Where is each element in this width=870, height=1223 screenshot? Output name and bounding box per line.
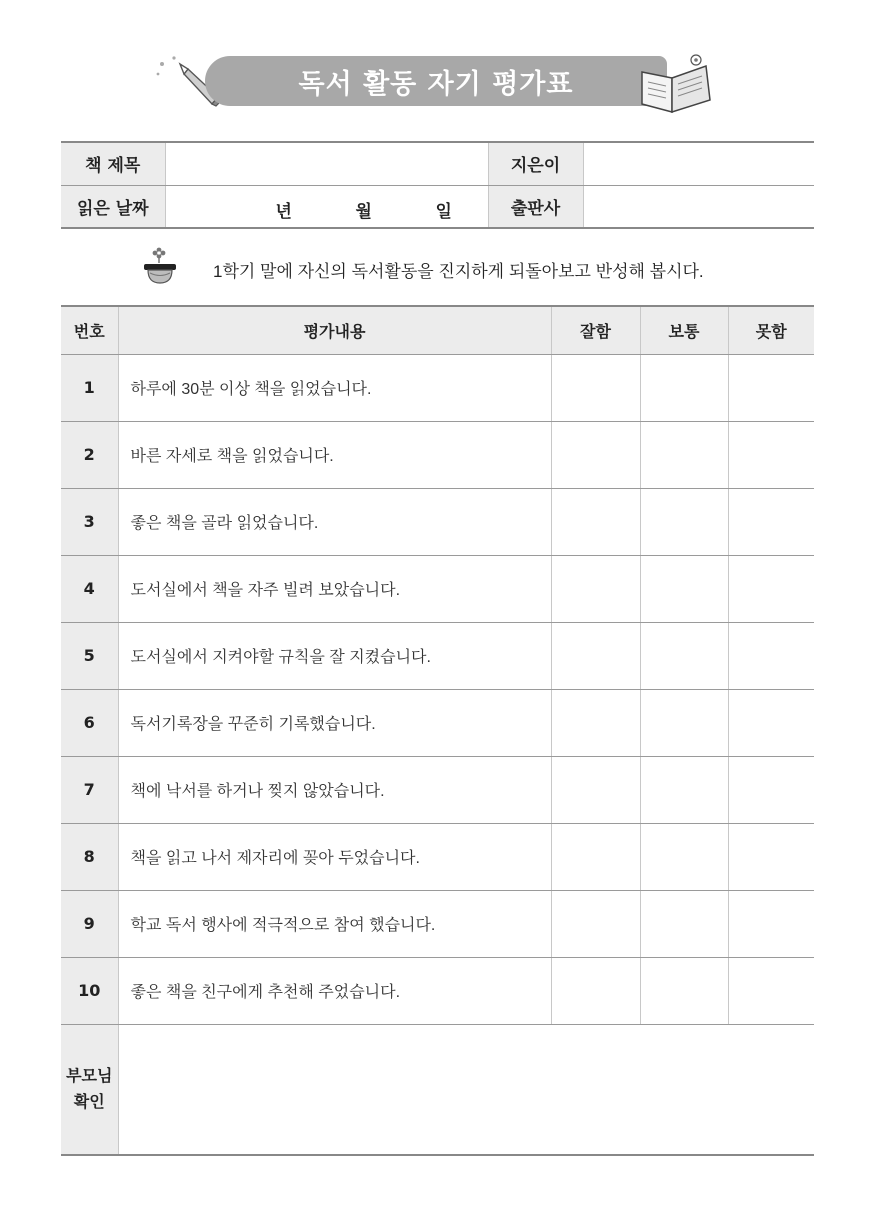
row-content: 독서기록장을 꾸준히 기록했습니다.	[118, 689, 551, 756]
checkbox-average[interactable]	[640, 756, 728, 823]
table-row	[61, 756, 814, 823]
checkbox-average[interactable]	[640, 823, 728, 890]
parent-label-line2: 확인	[73, 1092, 105, 1112]
month-label: 월	[355, 201, 372, 222]
table-row	[61, 421, 814, 488]
row-content: 좋은 책을 골라 읽었습니다.	[118, 488, 551, 555]
book-info-table	[61, 141, 814, 229]
row-content: 책에 낙서를 하거나 찢지 않았습니다.	[118, 756, 551, 823]
checkbox-good[interactable]	[551, 689, 640, 756]
checkbox-poor[interactable]	[728, 354, 814, 421]
day-label: 일	[435, 201, 452, 222]
checkbox-poor[interactable]	[728, 421, 814, 488]
checkbox-good[interactable]	[551, 421, 640, 488]
book-title-label: 책 제목	[61, 142, 165, 185]
row-number: 9	[61, 890, 118, 957]
table-row	[61, 622, 814, 689]
book-title-field[interactable]	[165, 142, 488, 185]
flower-pot-icon	[142, 247, 180, 287]
date-label: 읽은 날짜	[61, 185, 165, 228]
checkbox-good[interactable]	[551, 957, 640, 1024]
checkbox-poor[interactable]	[728, 488, 814, 555]
checkbox-average[interactable]	[640, 354, 728, 421]
header-content: 평가내용	[118, 306, 551, 354]
checkbox-good[interactable]	[551, 622, 640, 689]
author-label: 지은이	[488, 142, 583, 185]
row-content: 학교 독서 행사에 적극적으로 참여 했습니다.	[118, 890, 551, 957]
evaluation-table	[61, 305, 814, 1156]
row-number: 7	[61, 756, 118, 823]
table-row	[61, 354, 814, 421]
checkbox-average[interactable]	[640, 421, 728, 488]
checkbox-average[interactable]	[640, 890, 728, 957]
publisher-label: 출판사	[488, 185, 583, 228]
row-content: 하루에 30분 이상 책을 읽었습니다.	[118, 354, 551, 421]
header-number: 번호	[61, 306, 118, 354]
table-row	[61, 555, 814, 622]
checkbox-poor[interactable]	[728, 890, 814, 957]
page-title: 독서 활동 자기 평가표	[298, 68, 574, 100]
row-content: 책을 읽고 나서 제자리에 꽂아 두었습니다.	[118, 823, 551, 890]
checkbox-poor[interactable]	[728, 957, 814, 1024]
parent-confirm-label	[61, 1024, 118, 1155]
title-banner	[205, 56, 667, 106]
header-poor: 못함	[728, 306, 814, 354]
info-row-title	[61, 142, 814, 185]
row-number: 8	[61, 823, 118, 890]
checkbox-good[interactable]	[551, 488, 640, 555]
row-number: 10	[61, 957, 118, 1024]
row-number: 4	[61, 555, 118, 622]
row-content: 도서실에서 책을 자주 빌려 보았습니다.	[118, 555, 551, 622]
table-header-row	[61, 306, 814, 354]
parent-confirm-field[interactable]	[118, 1024, 814, 1155]
table-row	[61, 890, 814, 957]
checkbox-good[interactable]	[551, 890, 640, 957]
checkbox-good[interactable]	[551, 756, 640, 823]
row-number: 1	[61, 354, 118, 421]
table-row	[61, 957, 814, 1024]
checkbox-poor[interactable]	[728, 756, 814, 823]
checkbox-average[interactable]	[640, 488, 728, 555]
author-field[interactable]	[583, 142, 814, 185]
checkbox-poor[interactable]	[728, 622, 814, 689]
info-row-date	[61, 185, 814, 228]
row-number: 3	[61, 488, 118, 555]
date-field[interactable]	[165, 185, 488, 228]
header-good: 잘함	[551, 306, 640, 354]
instruction-text: 1학기 말에 자신의 독서활동을 진지하게 되돌아보고 반성해 봅시다.	[213, 262, 704, 281]
checkbox-average[interactable]	[640, 555, 728, 622]
table-row	[61, 823, 814, 890]
checkbox-average[interactable]	[640, 622, 728, 689]
year-label: 년	[275, 201, 292, 222]
checkbox-good[interactable]	[551, 555, 640, 622]
row-number: 2	[61, 421, 118, 488]
parent-confirm-row	[61, 1024, 814, 1155]
checkbox-poor[interactable]	[728, 823, 814, 890]
checkbox-average[interactable]	[640, 957, 728, 1024]
header-average: 보통	[640, 306, 728, 354]
open-book-icon	[636, 52, 714, 114]
row-content: 좋은 책을 친구에게 추천해 주었습니다.	[118, 957, 551, 1024]
publisher-field[interactable]	[583, 185, 814, 228]
checkbox-good[interactable]	[551, 354, 640, 421]
row-number: 6	[61, 689, 118, 756]
parent-label-line1: 부모님	[66, 1066, 113, 1086]
row-content: 바른 자세로 책을 읽었습니다.	[118, 421, 551, 488]
row-content: 도서실에서 지켜야할 규칙을 잘 지켰습니다.	[118, 622, 551, 689]
row-number: 5	[61, 622, 118, 689]
checkbox-poor[interactable]	[728, 689, 814, 756]
checkbox-good[interactable]	[551, 823, 640, 890]
table-row	[61, 488, 814, 555]
checkbox-poor[interactable]	[728, 555, 814, 622]
table-row	[61, 689, 814, 756]
checkbox-average[interactable]	[640, 689, 728, 756]
